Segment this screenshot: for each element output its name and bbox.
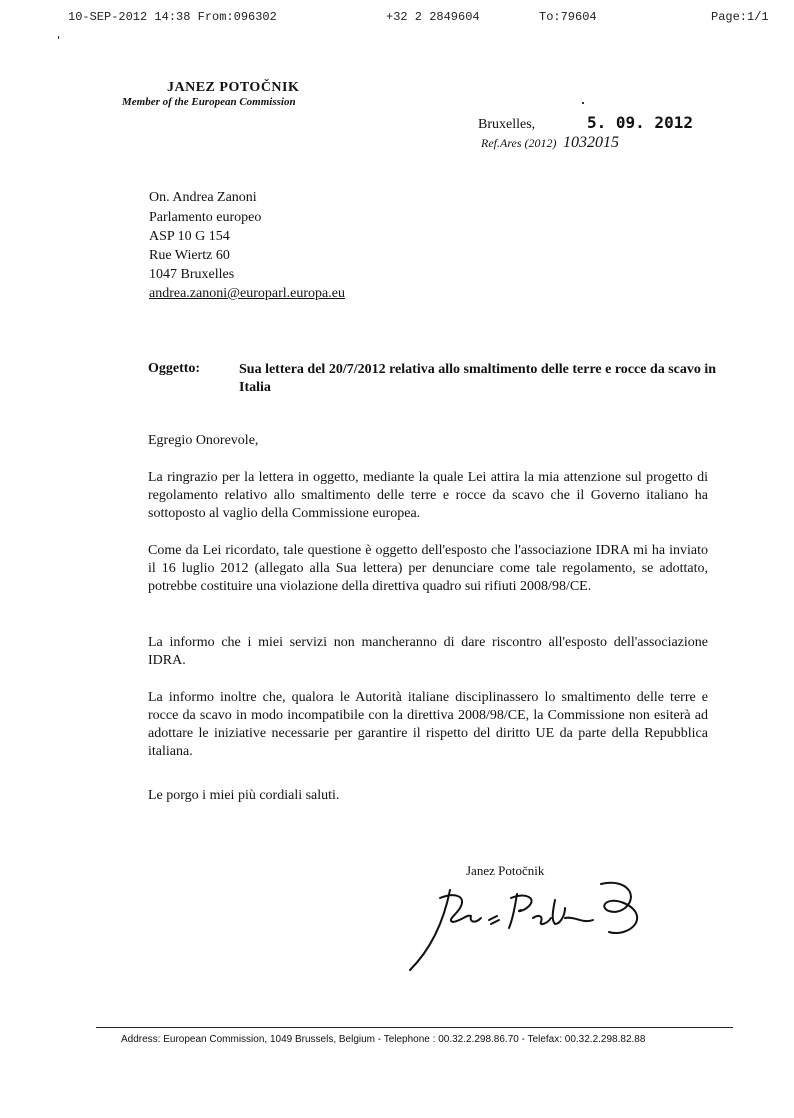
fax-timestamp: 10-SEP-2012 14:38 From:096302 [68,10,277,24]
fax-phone: +32 2 2849604 [386,10,480,24]
reference-label: Ref.Ares (2012) [481,136,557,150]
body-paragraph: La informo che i miei servizi non mancheranno di dare riscontro all'esposto dell'associazione IDRA. [148,635,708,668]
recipient-line: 1047 Bruxelles [149,267,235,282]
scan-mark [58,36,59,39]
letter-date-stamp: 5. 09. 2012 [587,113,693,132]
letter-place: Bruxelles, [478,117,536,132]
recipient-line: Parlamento europeo [149,210,262,225]
signatory-name: Janez Potočnik [466,863,545,878]
recipient-line: ASP 10 G 154 [149,229,230,244]
footer-rule [96,1027,733,1028]
recipient-email: andrea.zanoni@europarl.europa.eu [149,286,345,301]
scan-mark [582,102,584,104]
subject-label: Oggetto: [148,361,201,376]
footer-address: Address: European Commission, 1049 Brussels, Belgium - Telephone : 00.32.2.298.86.70 - Telefax: 00.32.2.298.82.88 [121,1034,646,1045]
body-paragraph: Come da Lei ricordato, tale questione è oggetto dell'esposto che l'associazione IDRA mi ha inviato il 16 luglio 2012 (allegato alla Sua lettera) per denunciare come tale regolamento, se adottato, potrebbe costituire una violazione della direttiva quadro sui rifiuti 2008/98/CE. [148,543,708,594]
body-paragraph: La ringrazio per la lettera in oggetto, mediante la quale Lei attira la mia attenzione sul progetto di regolamento relativo allo smaltimento delle terre e rocce da scavo che il Governo italiano ha sottoposto al vaglio della Commissione europea. [148,470,708,521]
handwritten-signature [405,870,645,985]
body-paragraph: La informo inoltre che, qualora le Autorità italiane disciplinassero lo smaltimento delle terre e rocce da scavo in modo incompatibile con la direttiva 2008/98/CE, la Commissione non esiterà ad adottare le iniziative necessarie per garantire il rispetto del diritto UE da parte della Repubblica italiana. [148,690,708,759]
recipient-line: On. Andrea Zanoni [149,190,257,205]
sender-role: Member of the European Commission [122,96,296,108]
subject-text: Sua lettera del 20/7/2012 relativa allo smaltimento delle terre e rocce da scavo in Italia [239,362,717,395]
fax-recipient: To:79604 [539,10,597,24]
sender-name: JANEZ POTOČNIK [167,80,300,95]
recipient-line: Rue Wiertz 60 [149,248,230,263]
closing: Le porgo i miei più cordiali saluti. [148,788,340,803]
reference-number: 1032015 [563,134,619,151]
fax-page: Page:1/1 [711,10,769,24]
salutation: Egregio Onorevole, [148,433,259,448]
